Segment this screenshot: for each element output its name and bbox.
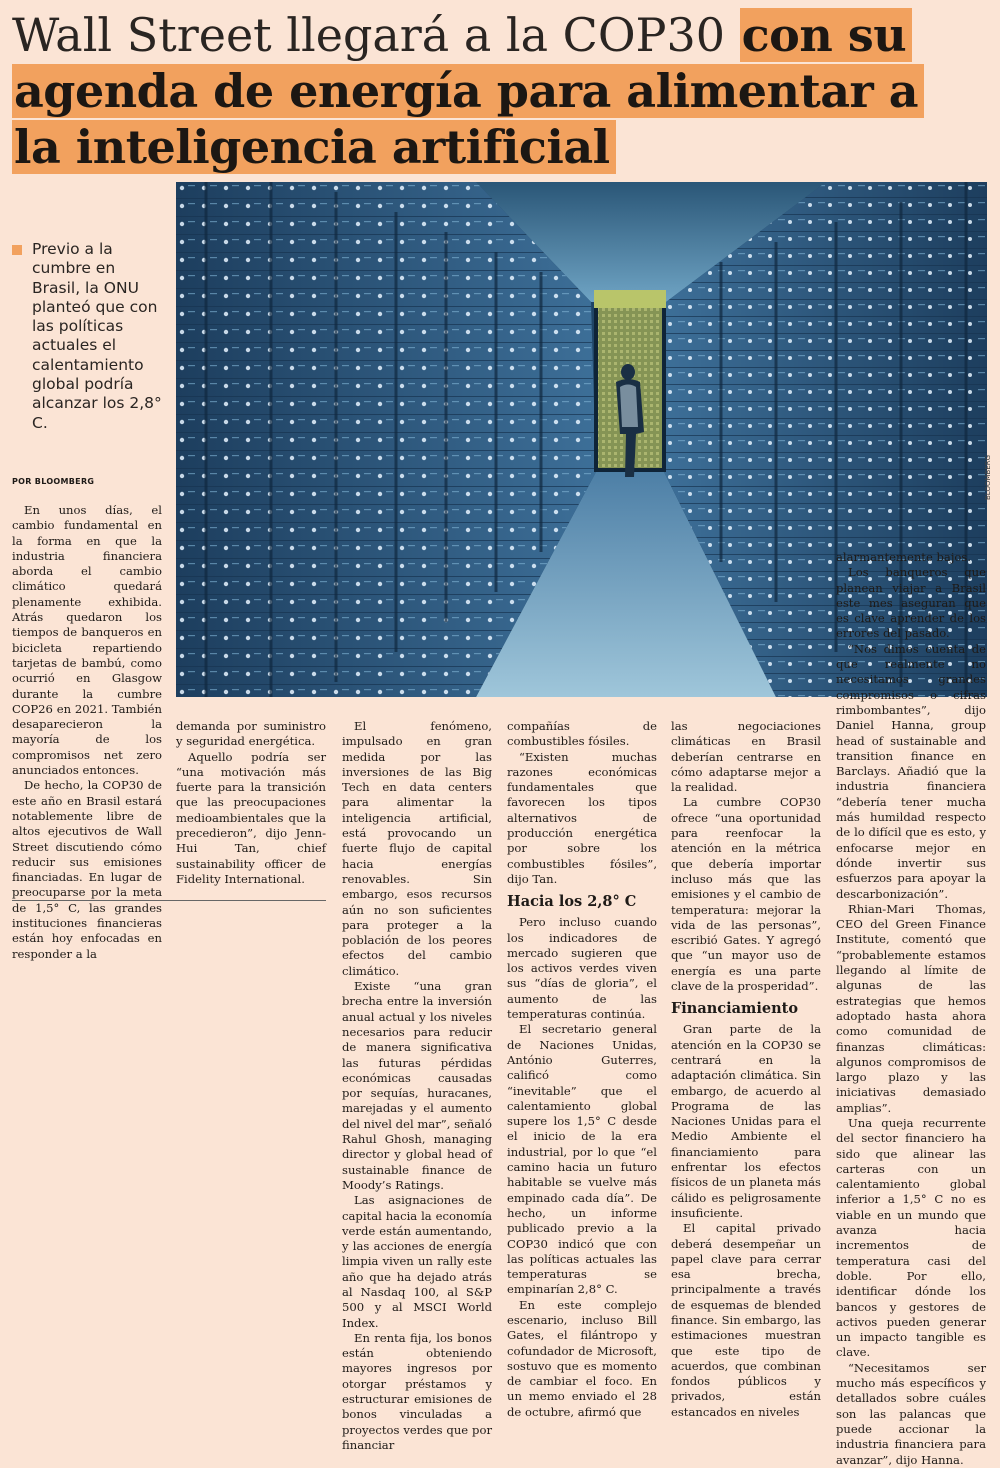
paragraph: las negociaciones climáticas en Brasil deberían centrarse en cómo adaptarse mejor a la realidad. xyxy=(671,719,821,795)
column-4 xyxy=(507,719,657,1420)
lead-summary xyxy=(12,240,162,433)
column-1 xyxy=(12,503,162,962)
paragraph: De hecho, la COP30 de este año en Brasil estará notablemente libre de altos ejecutivos de Wall Street discutiendo cómo reducir sus emisiones financiadas. En lugar de preocuparse por la meta de 1,5° C, las grandes instituciones financieras están hoy enfocadas en responder a la xyxy=(12,778,162,961)
headline-line-2 xyxy=(12,64,992,118)
paragraph: Rhian-Mari Thomas, CEO del Green Finance Institute, comentó que “probablemente estamos llegando al límite de algunas de las estrategias que hemos adoptado hasta ahora como comunidad de finanzas climáticas: algunos compromisos de largo plazo y las iniciativas demasiado amplias”. xyxy=(836,901,986,1115)
paragraph: “Nos dimos cuenta de que realmente no necesitamos grandes compromisos o cifras rimbombantes”, dijo Daniel Hanna, group head of sustainable and transition finance en Barclays. Añadió que la industria financiera “debería tener mucha más humildad respecto de lo difícil que es esto, y enfocarse mejor en dónde invertir sus esfuerzos para apoyar la descarbonización”. xyxy=(836,641,986,901)
headline xyxy=(12,8,992,176)
paragraph: En renta fija, los bonos están obteniendo mayores ingresos por otorgar préstamos y estructurar emisiones de bonos vinculadas a proyectos verdes que por financiar xyxy=(342,1330,492,1452)
paragraph: demanda por suministro y seguridad energética. xyxy=(176,719,326,749)
paragraph: En este complejo escenario, incluso Bill Gates, el filántropo y cofundador de Microsoft, sostuvo que es momento de cambiar el foco. En un memo enviado el 28 de octubre, afirmó que xyxy=(507,1297,657,1419)
photo-credit: BLOOMBERG xyxy=(984,454,992,500)
lead-text: Previo a la cumbre en Brasil, la ONU planteó que con las políticas actuales el calentamiento global podría alcanzar los 2,8° C. xyxy=(32,240,162,432)
subheading: Financiamiento xyxy=(671,1000,799,1018)
column-2 xyxy=(176,719,326,887)
paragraph: “Necesitamos ser mucho más específicos y detallados sobre cuáles son las palancas que puede accionar la industria financiera para avanzar”, dijo Hanna. xyxy=(836,1360,986,1467)
paragraph: El fenómeno, impulsado en gran medida por las inversiones de las Big Tech en data centers para alimentar la inteligencia artificial, está provocando un fuerte flujo de capital hacia energías renovables. Sin embargo, esos recursos aún no son suficientes para proteger a la población de los peores efectos del cambio climático. xyxy=(342,719,492,978)
headline-highlight: la inteligencia artificial xyxy=(12,120,616,174)
column-5 xyxy=(671,719,821,1420)
paragraph: Existe “una gran brecha entre la inversión anual actual y los niveles necesarios para reducir de manera significativa las futuras pérdidas económicas causadas por sequías, huracanes, marejadas y el aumento del nivel del mar”, señaló Rahul Ghosh, managing director y global head of sustainable finance de Moody’s Ratings. xyxy=(342,979,492,1192)
paragraph: Pero incluso cuando los indicadores de mercado sugieren que los activos verdes viven sus “días de gloria”, el aumento de las temperaturas continúa. xyxy=(507,915,657,1022)
paragraph: alarmantemente bajos. xyxy=(836,550,972,564)
headline-highlight: agenda de energía para alimentar a xyxy=(12,64,924,118)
headline-line-1 xyxy=(12,8,992,62)
byline: POR BLOOMBERG xyxy=(12,477,95,486)
headline-plain: Wall Street llegará a la COP30 xyxy=(12,8,740,62)
bullet-square-icon xyxy=(12,245,22,255)
column-6 xyxy=(836,550,986,1468)
headline-highlight: con su xyxy=(740,8,913,62)
paragraph: Gran parte de la atención en la COP30 se centrará en la adaptación climática. Sin embargo, de acuerdo al Programa de las Naciones Unidas para el Medio Ambiente el financiamiento para enfrentar los efectos físicos de un planeta más cálido es peligrosamente insuficiente. xyxy=(671,1022,821,1220)
headline-line-3 xyxy=(12,120,992,174)
paragraph: “Existen muchas razones económicas fundamentales que favorecen los tipos alternativos de producción energética por sobre los combustibles fósiles”, dijo Tan. xyxy=(507,749,657,886)
subheading: Hacia los 2,8° C xyxy=(507,893,637,911)
paragraph: La cumbre COP30 ofrece “una oportunidad para reenfocar la atención en la métrica que debería importar incluso más que las emisiones y el cambio de temperatura: mejorar la vida de las personas”, escribió Gates. Y agregó que “un mayor uso de energía es una parte clave de la prosperidad”. xyxy=(671,795,821,994)
paragraph: Aquello podría ser “una motivación más fuerte para la transición que las preocupaciones medioambientales que la precedieron”, dijo Jenn-Hui Tan, chief sustainability officer de Fidelity International. xyxy=(176,749,326,886)
divider xyxy=(12,900,326,901)
paragraph: El capital privado deberá desempeñar un papel clave para cerrar esa brecha, principalmente a través de esquemas de blended finance. Sin embargo, las estimaciones muestran que este tipo de acuerdos, que combinan fondos públicos y privados, están estancados en niveles xyxy=(671,1221,821,1419)
paragraph: Una queja recurrente del sector financiero ha sido que alinear las carteras con un calentamiento global inferior a 1,5° C no es viable en un mundo que avanza hacia incrementos de temperatura casi del doble. Por ello, identificar dónde los bancos y gestores de activos pueden generar un impacto tangible es clave. xyxy=(836,1115,986,1360)
column-3 xyxy=(342,719,492,1453)
paragraph: Las asignaciones de capital hacia la economía verde están aumentando, y las acciones de energía limpia viven un rally este año que ha dejado atrás al Nasdaq 100, al S&P 500 y al MSCI World Index. xyxy=(342,1193,492,1330)
paragraph: El secretario general de Naciones Unidas, António Guterres, calificó como “inevitable” que el calentamiento global supere los 1,5° C desde el inicio de la era industrial, por lo que “el camino hacia un futuro habitable se vuelve más empinado cada día”. De hecho, un informe publicado previo a la COP30 indicó que con las políticas actuales las temperaturas se empinarían 2,8° C. xyxy=(507,1022,657,1297)
paragraph: En unos días, el cambio fundamental en la forma en que la industria financiera aborda el cambio climático quedará plenamente exhibida. Atrás quedaron los tiempos de banqueros en bicicleta repartiendo tarjetas de bambú, como ocurrió en Glasgow durante la cumbre COP26 en 2021. También desaparecieron la mayoría de los compromisos net zero anunciados entonces. xyxy=(12,503,162,778)
paragraph: compañías de combustibles fósiles. xyxy=(507,719,657,749)
paragraph: Los banqueros que planean viajar a Brasil este mes aseguran que es clave aprender de los errores del pasado. xyxy=(836,565,986,641)
